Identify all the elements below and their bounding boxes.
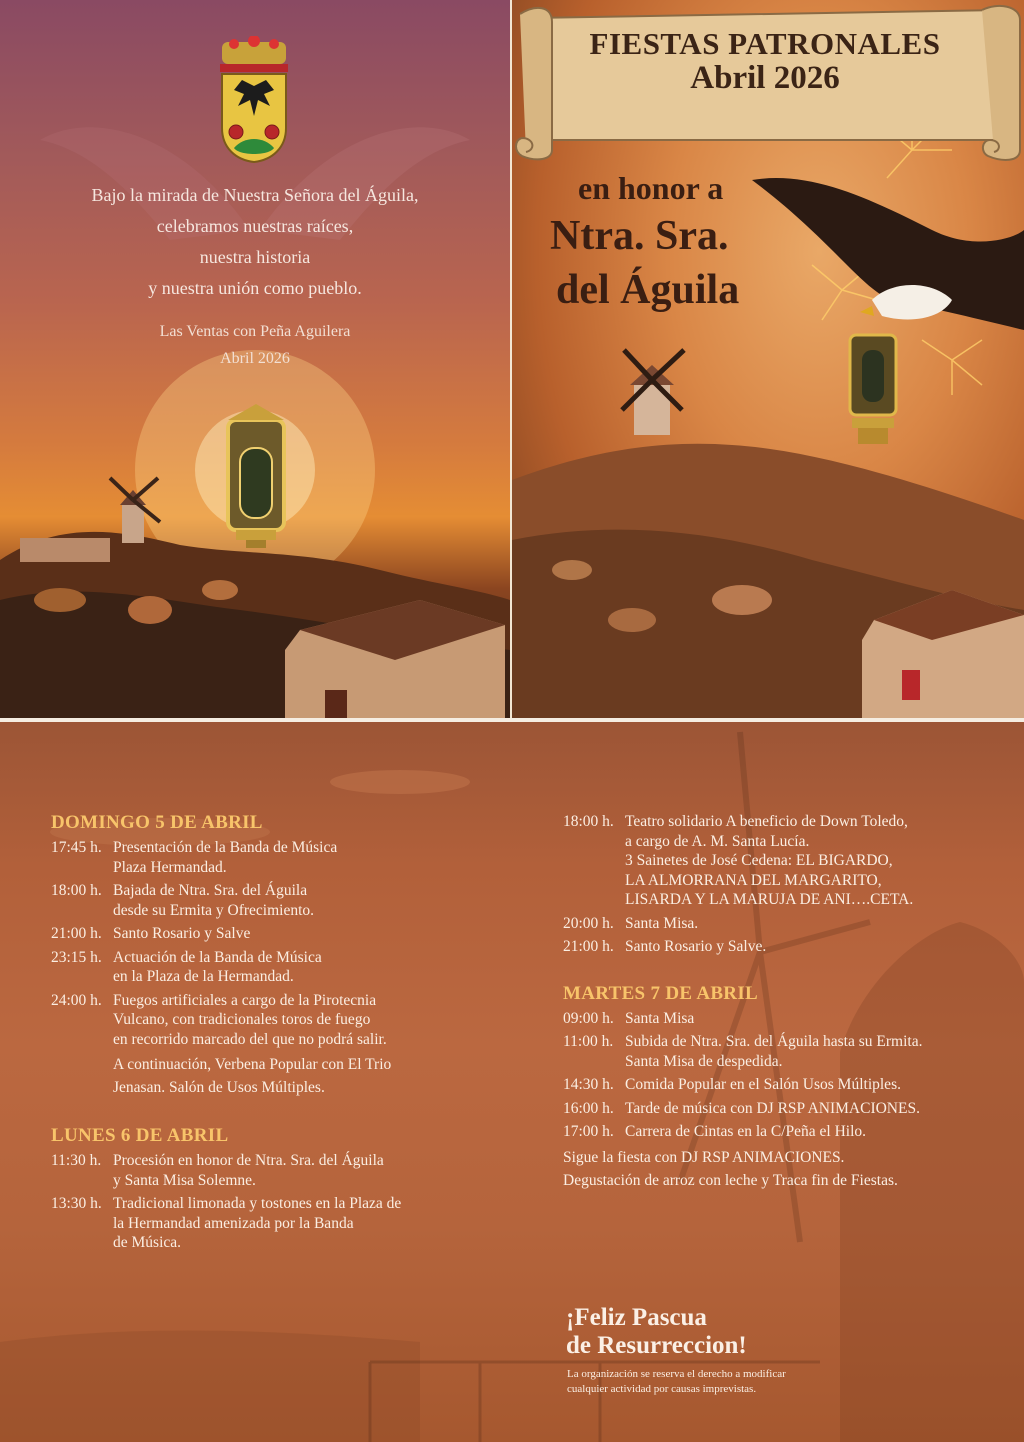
cover-panel xyxy=(512,0,1024,718)
event-time: 16:00 h. xyxy=(563,1099,614,1117)
event-desc: Subida de Ntra. Sra. del Águila hasta su Ermita. Santa Misa de despedida. xyxy=(625,1033,923,1070)
event-note: A continuación, Verbena Popular con El Trio xyxy=(113,1056,392,1073)
event-desc: Teatro solidario A beneficio de Down Toledo, a cargo de A. M. Santa Lucía. 3 Sainetes de José Cedena: EL BIGARDO, LA ALMORRANA DEL MARGARITO, LISARDA Y LA MARUJA DE ANI….CETA. xyxy=(625,813,914,908)
easter-greeting-line1: ¡Feliz Pascua xyxy=(566,1304,707,1331)
intro-line: y nuestra unión como pueblo. xyxy=(148,278,362,298)
event-time: 17:00 h. xyxy=(563,1123,614,1140)
event-desc: Tradicional limonada y tostones en la Plaza de la Hermandad amenizada por la Banda de Música. xyxy=(113,1195,402,1251)
event-item xyxy=(563,1009,1003,1029)
event-time: 24:00 h. xyxy=(51,991,102,1009)
event-item xyxy=(51,948,471,987)
event-time: 23:15 h. xyxy=(51,948,102,966)
event-desc: Santo Rosario y Salve xyxy=(113,925,251,942)
event-time: 18:00 h. xyxy=(51,882,102,899)
intro-line: nuestra historia xyxy=(199,247,311,267)
event-time: 18:00 h. xyxy=(563,813,614,830)
honor-name-line1: Ntra. Sra. xyxy=(550,213,729,259)
event-item xyxy=(51,881,471,920)
event-time: 21:00 h. xyxy=(563,938,614,955)
intro-text xyxy=(20,180,490,304)
place-name: Las Ventas con Peña Aguilera xyxy=(159,323,351,340)
event-desc: Fuegos artificiales a cargo de la Pirotecnia Vulcano, con tradicionales toros de fuego en recorrido marcado del que no podrá salir. xyxy=(113,991,387,1048)
easter-greeting xyxy=(566,1304,747,1360)
event-desc: Santa Misa. xyxy=(625,914,699,932)
event-item xyxy=(51,838,471,877)
honor-prefix: en honor a xyxy=(578,170,724,206)
cover-title: FIESTAS PATRONALES xyxy=(589,26,941,61)
event-item xyxy=(51,991,471,1050)
program-left-column xyxy=(51,812,471,1257)
event-desc: Procesión en honor de Ntra. Sra. del Águila y Santa Misa Solemne. xyxy=(113,1152,384,1189)
event-item xyxy=(563,1122,1003,1142)
cover-date: Abril 2026 xyxy=(690,60,840,96)
event-desc: Santo Rosario y Salve. xyxy=(625,938,767,955)
day-heading-tuesday: MARTES 7 DE ABRIL xyxy=(563,982,758,1004)
intro-date: Abril 2026 xyxy=(220,350,290,367)
intro-line: Bajo la mirada de Nuestra Señora del Águila, xyxy=(91,185,419,205)
event-desc: Carrera de Cintas en la C/Peña el Hilo. xyxy=(625,1123,867,1140)
intro-signature xyxy=(20,318,490,372)
event-time: 21:00 h. xyxy=(51,925,102,942)
event-note: Sigue la fiesta con DJ RSP ANIMACIONES. xyxy=(563,1148,845,1166)
disclaimer-line2: cualquier actividad por causas imprevistas. xyxy=(567,1383,757,1395)
day-heading-sunday: DOMINGO 5 DE ABRIL xyxy=(51,812,263,833)
event-desc: Actuación de la Banda de Música en la Plaza de la Hermandad. xyxy=(113,948,322,985)
event-note: Degustación de arroz con leche y Traca fin de Fiestas. xyxy=(563,1171,898,1189)
event-time: 09:00 h. xyxy=(563,1009,614,1027)
event-time: 13:30 h. xyxy=(51,1195,102,1212)
disclaimer xyxy=(567,1367,786,1397)
intro-panel xyxy=(0,0,510,718)
day-heading-monday: LUNES 6 DE ABRIL xyxy=(51,1125,229,1146)
event-time: 11:30 h. xyxy=(51,1152,102,1169)
event-desc: Santa Misa xyxy=(625,1009,695,1027)
program-panel xyxy=(0,722,1024,1442)
coat-of-arms-icon xyxy=(214,36,294,164)
reliquary-icon xyxy=(228,404,284,548)
event-item xyxy=(563,1099,1003,1119)
event-item xyxy=(51,1151,471,1190)
program-right-column xyxy=(563,812,1003,1192)
event-time: 11:00 h. xyxy=(563,1033,614,1050)
event-item xyxy=(51,924,471,944)
event-item xyxy=(51,1194,471,1253)
windmill-icon xyxy=(622,350,684,435)
event-item xyxy=(563,1032,1003,1071)
event-time: 17:45 h. xyxy=(51,839,102,856)
event-note: Jenasan. Salón de Usos Múltiples. xyxy=(113,1079,325,1096)
event-time: 20:00 h. xyxy=(563,914,614,932)
lantern-icon xyxy=(850,335,896,444)
event-item xyxy=(563,1075,1003,1095)
eagle-icon xyxy=(752,178,1024,330)
event-desc: Presentación de la Banda de Música Plaza Hermandad. xyxy=(113,839,338,876)
event-desc: Tarde de música con DJ RSP ANIMACIONES. xyxy=(625,1099,920,1117)
event-desc: Comida Popular en el Salón Usos Múltiples. xyxy=(625,1076,901,1093)
honor-name-line2: del Águila xyxy=(556,267,740,313)
event-item xyxy=(563,937,1003,957)
event-desc: Bajada de Ntra. Sra. del Águila desde su Ermita y Ofrecimiento. xyxy=(113,882,315,919)
event-time: 14:30 h. xyxy=(563,1076,614,1093)
easter-greeting-line2: de Resurreccion! xyxy=(566,1332,747,1359)
intro-line: celebramos nuestras raíces, xyxy=(156,216,354,236)
disclaimer-line1: La organización se reserva el derecho a modificar xyxy=(567,1368,786,1380)
event-item xyxy=(563,914,1003,934)
event-item xyxy=(563,812,1003,910)
